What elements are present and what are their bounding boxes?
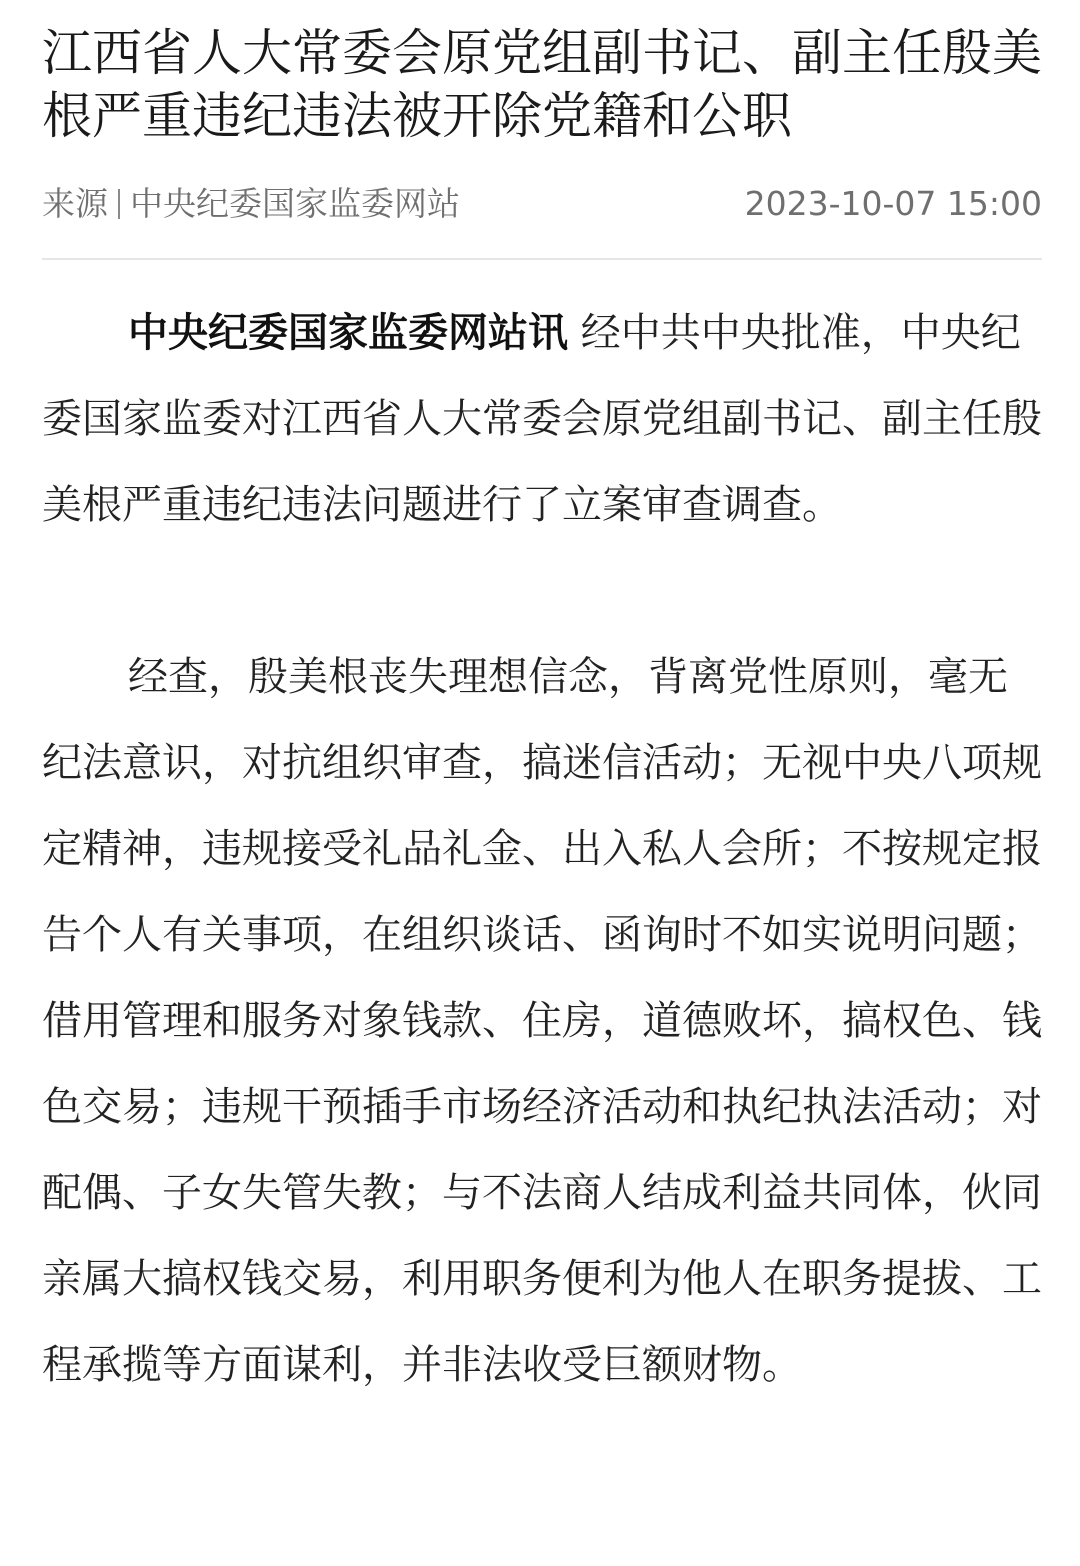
paragraph-1 xyxy=(42,290,1042,548)
source-line xyxy=(42,182,460,226)
source-name[interactable]: 中央纪委国家监委网站 xyxy=(130,184,460,223)
article-meta xyxy=(42,182,1042,226)
header-divider xyxy=(42,258,1042,260)
article xyxy=(42,22,1042,1408)
article-title: 江西省人大常委会原党组副书记、副主任殷美根严重违纪违法被开除党籍和公职 xyxy=(42,24,1042,145)
paragraph-2 xyxy=(42,634,1042,1408)
article-body xyxy=(42,290,1042,1408)
paragraph-text: 经查，殷美根丧失理想信念，背离党性原则，毫无纪法意识，对抗组织审查，搞迷信活动；无视中央八项规定精神，违规接受礼品礼金、出入私人会所；不按规定报告个人有关事项，在组织谈话、函询时不如实说明问题；借用管理和服务对象钱款、住房，道德败坏，搞权色、钱色交易；违规干预插手市场经济活动和执纪执法活动；对配偶、子女失管失教；与不法商人结成利益共同体，伙同亲属大搞权钱交易，利用职务便利为他人在职务提拔、工程承揽等方面谋利，并非法收受巨额财物。 xyxy=(42,654,1042,1388)
paragraph-text: 经中共中央批准，中央纪委国家监委对江西省人大常委会原党组副书记、副主任殷美根严重违纪违法问题进行了立案审查调查。 xyxy=(42,310,1042,528)
publish-datetime: 2023-10-07 15:00 xyxy=(744,184,1042,223)
source-label: 来源 xyxy=(42,184,108,223)
source-separator xyxy=(118,189,120,219)
paragraph-lead: 中央纪委国家监委网站讯 xyxy=(128,310,568,356)
